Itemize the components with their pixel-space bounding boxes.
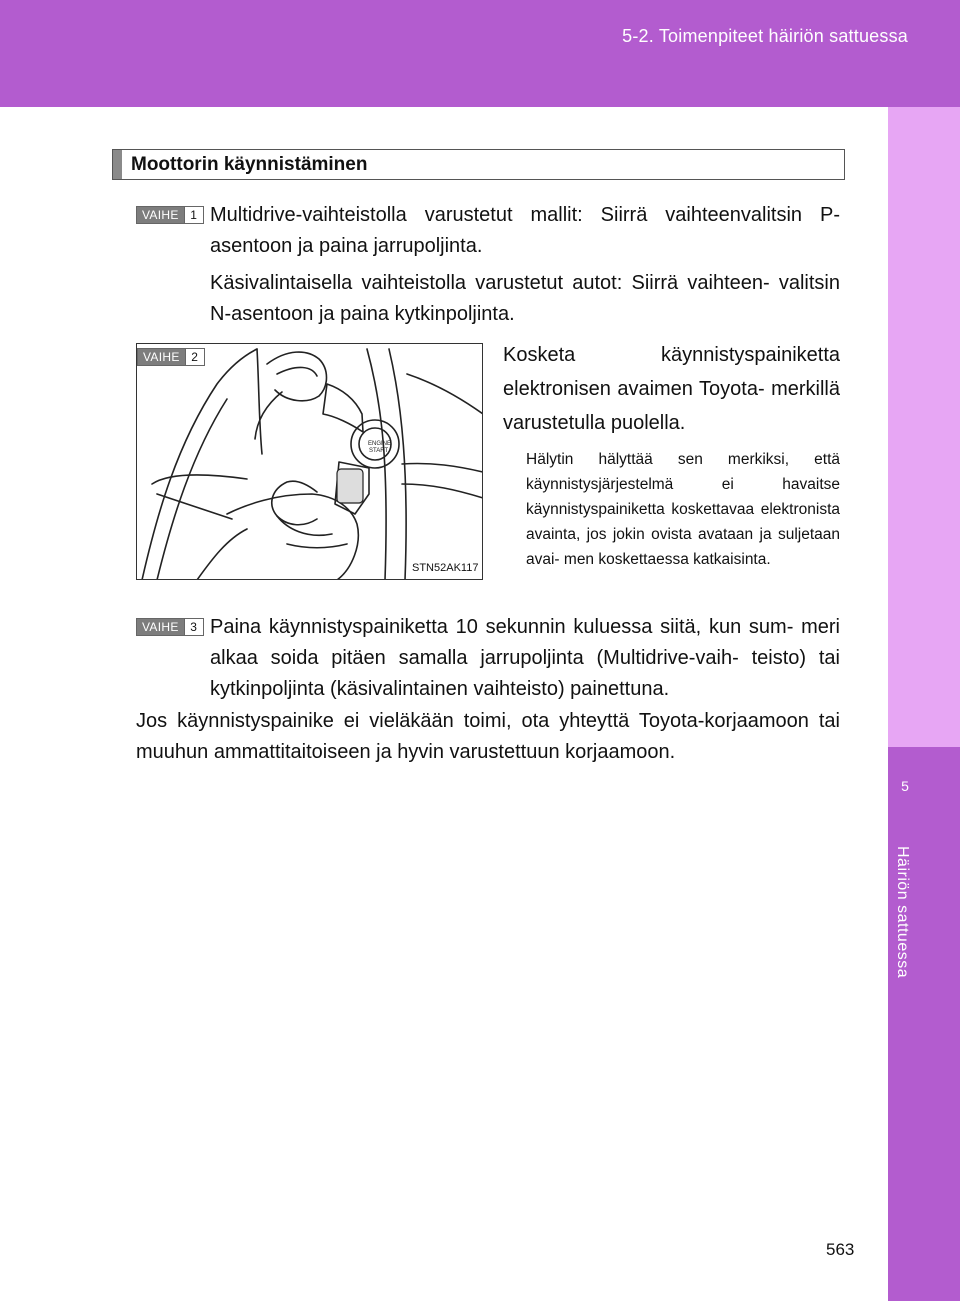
step-badge-number: 2 <box>185 349 204 365</box>
section-heading <box>112 149 845 180</box>
side-tab-upper <box>888 107 960 747</box>
step-badge-label: VAIHE <box>137 619 184 635</box>
step-3-text: Paina käynnistyspainiketta 10 sekunnin kuluessa siitä, kun sum- meri alkaa soida pitäen samalla jarrupoljinta (Multidrive-vaih- teisto) tai kytkinpoljinta (käsivalintainen vaihteisto) painettuna. <box>210 616 840 700</box>
key-fob-shape <box>337 469 363 503</box>
button-label-start: START <box>369 448 389 454</box>
page-number: 563 <box>826 1240 855 1259</box>
side-tab-lower <box>888 747 960 1301</box>
section-heading-marker <box>113 150 122 179</box>
step-badge-number: 3 <box>184 619 203 635</box>
step-badge-number: 1 <box>184 207 203 223</box>
closing-text: Jos käynnistyspainike ei vieläkään toimi, ota yhteyttä Toyota-korjaamoon tai muuhun ammattitaitoiseen ja hyvin varustettuun korjaamoon. <box>136 710 840 763</box>
step-1-badge <box>136 206 204 224</box>
step-3-badge <box>136 618 204 636</box>
step-2-badge <box>137 348 205 366</box>
button-label-engine: ENGINE <box>368 441 392 447</box>
step-1-text-1: Multidrive-vaihteistolla varustetut mallit: Siirrä vaihteenvalitsin P-asentoon ja paina jarrupoljinta. <box>210 204 840 257</box>
side-tab-label: Häiriön sattuessa <box>894 846 911 979</box>
step-1-text-2: Käsivalintaisella vaihteistolla varustetut autot: Siirrä vaihteen- valitsin N-asentoon ja paina kytkinpoljinta. <box>210 272 840 325</box>
engine-start-illustration <box>137 344 483 580</box>
step-badge-label: VAIHE <box>138 349 185 365</box>
side-tab-number: 5 <box>901 778 909 794</box>
step-badge-label: VAIHE <box>137 207 184 223</box>
step-2-text: Kosketa käynnistyspainiketta elektronisen avaimen Toyota- merkillä varustetulla puolella. <box>503 344 840 434</box>
section-title: Moottorin käynnistäminen <box>131 154 368 175</box>
header-section-title: 5-2. Toimenpiteet häiriön sattuessa <box>622 26 908 46</box>
step-2-note: Hälytin hälyttää sen merkiksi, että käynnistysjärjestelmä ei havaitse käynnistyspainiketta koskettavaa elektronista avainta, jos jokin ovista avataan ja suljetaan avai- men koskettaessa katkaisinta. <box>526 451 840 568</box>
figure-engine-start-illustration <box>136 343 483 580</box>
header-bar <box>0 0 960 107</box>
figure-code: STN52AK117 <box>412 562 479 574</box>
